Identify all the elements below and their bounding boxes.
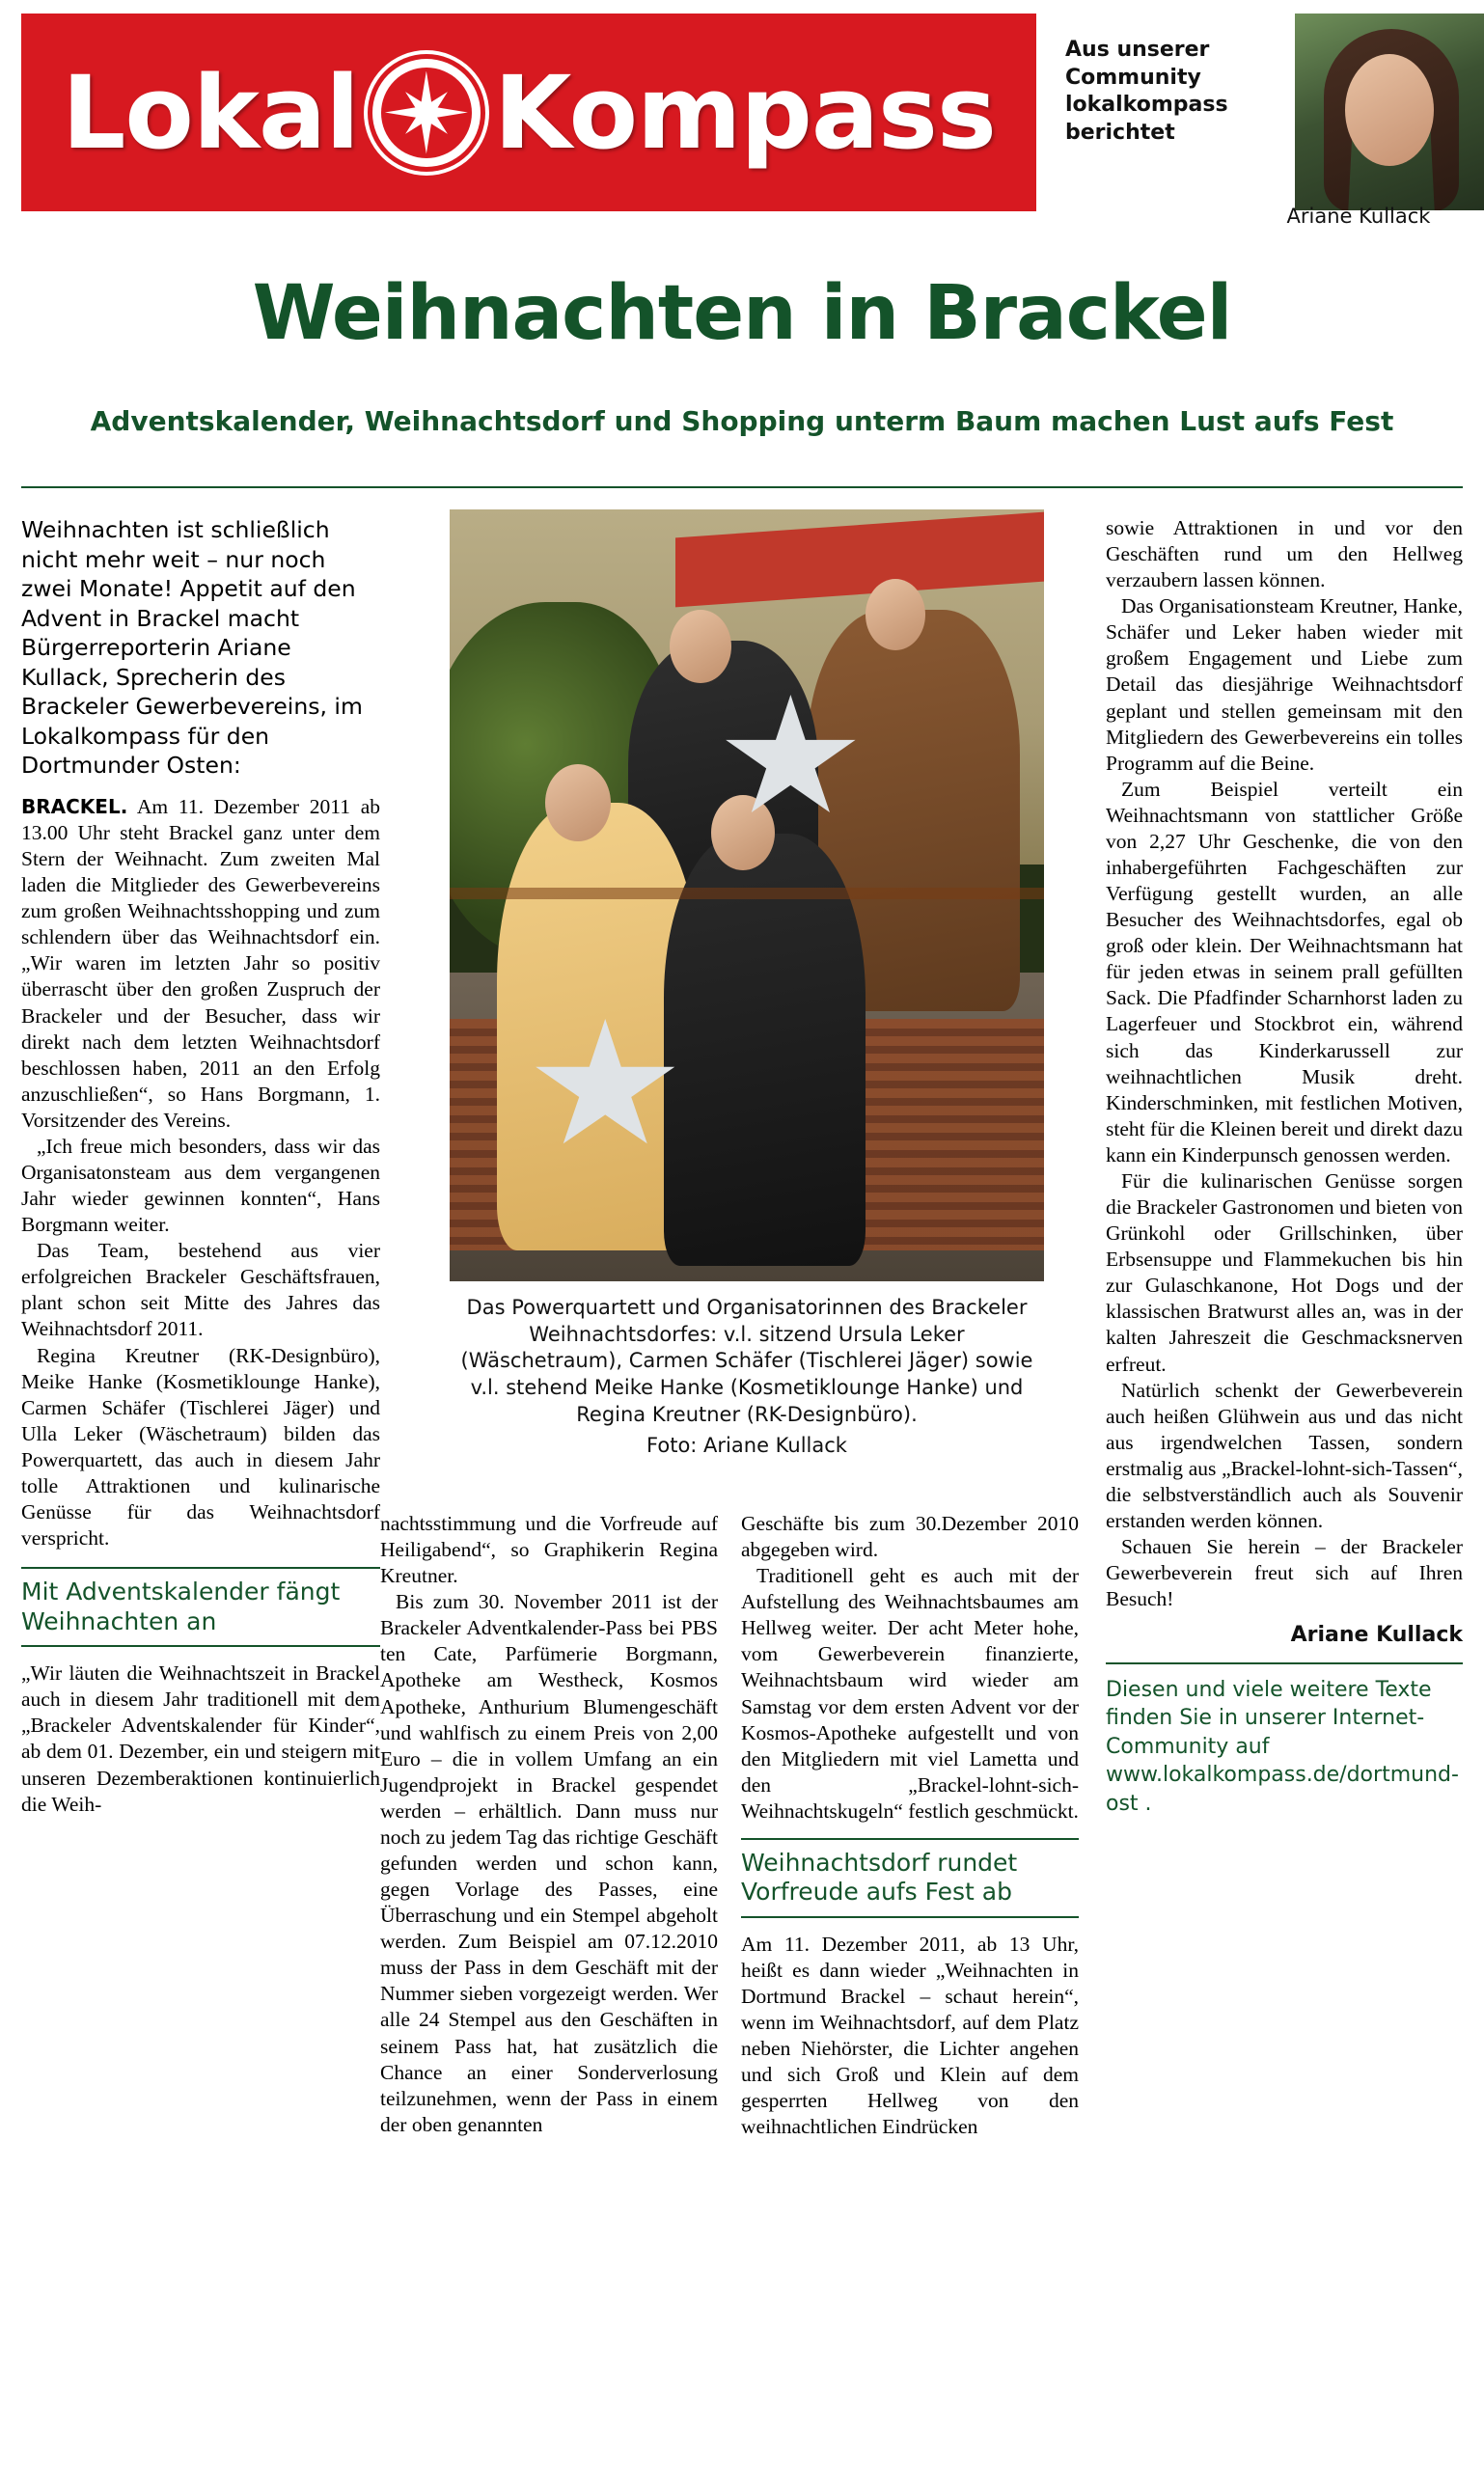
paragraph: Am 11. Dezember 2011, ab 13 Uhr, heißt es dann wieder „Weihnachten in Dortmund Brackel – schaut herein“, wenn im Weihnachtsdorf, auf dem Platz neben Niehörster, die Lichter angehen und sich Groß und Klein auf dem gesperrten Hellweg von den weihnachtlichen Eindrücken	[741, 1932, 1079, 2139]
article-column-3	[741, 1511, 1079, 2141]
header-divider	[21, 486, 1463, 488]
page-title: Weihnachten in Brackel	[252, 270, 1232, 357]
article-lead: Weihnachten ist schließlich nicht mehr weit – nur noch zwei Monate! Appetit auf den Advent in Brackel macht Bürgerreporterin Ariane Kullack, Sprecherin des Brackeler Gewerbevereins, im Lokalkompass für den Dortmunder Osten:	[21, 516, 363, 780]
paragraph: Für die kulinarischen Genüsse sorgen die Brackeler Gastronomen und bieten von Grünkohl oder Grillschinken, über Erbsensuppe und Flammekuchen bis hin zur Gulaschkanone, Hot Dogs und der klassischen Bratwurst alles an, was in der kalten Jahreszeit die Geschmacksnerven erfreut.	[1106, 1168, 1463, 1376]
photo-caption	[450, 1295, 1044, 1459]
author-photo-caption: Ariane Kullack	[1286, 205, 1431, 228]
article-photo	[450, 509, 1044, 1281]
section-subhead-adventskalender: Mit Adventskalender fängt Weihnachten an	[21, 1567, 380, 1647]
paragraph: Schauen Sie herein – der Brackeler Gewerbeverein freut sich auf Ihren Besuch!	[1106, 1535, 1463, 1611]
paragraph: Zum Beispiel verteilt ein Weihnachtsmann von stattlicher Größe von 2,27 Uhr Geschenke, die von den inhabergeführten Fachgeschäften zur Verfügung gestellt wurden, an alle Besucher des Weihnachtsdorfes, egal ob groß oder klein. Der Weihnachtsmann hat für jeden etwas in seinem prall gefüllten Sack. Die Pfadfinder Scharnhorst laden zu Lagerfeuer und Stockbrot ein, während sich das Kinderkarussell zur weihnachtlichen Musik dreht. Kinderschminken, mit festlichen Motiven, steht für die Kleinen bereit und direkt dazu kann ein Kinderpunsch genossen werden.	[1106, 777, 1463, 1166]
paragraph: Das Team, bestehend aus vier erfolgreichen Brackeler Geschäftsfrauen, plant schon seit Mitte des Jahres das Weihnachtsdorf 2011.	[21, 1239, 380, 1341]
paragraph: Bis zum 30. November 2011 ist der Brackeler Adventkalender-Pass bei PBS ten Cate, Parfümerie Borgmann, Apotheke am Westheck, Kosmos Apotheke, Anthurium Blumengeschäft und wahlfisch zu einem Preis von 2,00 Euro – die in vollem Umfang an ein Jugendprojekt in Brackel gespendet werden – erhältlich. Dann muss nur noch zu jedem Tag das richtige Geschäft gefunden werden und schon kann, gegen Vorlage des Passes, eine Überraschung und ein Stempel abgeholt werden. Zum Beispiel am 07.12.2010 muss der Pass in dem Geschäft mit der Nummer sieben vorgezeigt werden. Wer alle 24 Stempel aus den Geschäften in seinem Pass hat, hat zusätzlich die Chance an einer Sonderverlosung teilzunehmen, wenn der Pass in einem der oben genannten	[380, 1590, 718, 2136]
compass-rose-icon	[372, 59, 481, 167]
paragraph: Regina Kreutner (RK-Designbüro), Meike Hanke (Kosmetiklounge Hanke), Carmen Schäfer (Tischlerei Jäger) und Ulla Leker (Wäschetraum) bilden das Powerquartett, das auch in diesem Jahr tolle Attraktionen und kulinarische Genüsse für das Weihnachtsdorf verspricht.	[21, 1343, 380, 1551]
paragraph	[21, 794, 380, 1134]
logo-word-left: Lokal	[62, 53, 359, 172]
author-portrait-photo	[1295, 14, 1484, 210]
paragraph: nachtsstimmung und die Vorfreude auf Heiligabend“, so Graphikerin Regina Kreutner.	[380, 1512, 718, 1588]
paragraph: Das Organisationsteam Kreutner, Hanke, Schäfer und Leker haben wieder mit großem Engagement und Liebe zum Detail das diesjährige Weihnachtsdorf geplant und stellen gemeinsam mit den Mitgliedern des Gewerbevereins ein tolles Programm auf die Beine.	[1106, 594, 1463, 775]
dateline: BRACKEL.	[21, 794, 128, 818]
masthead	[21, 14, 1463, 235]
article-column-1	[21, 515, 380, 1818]
community-promo[interactable]: Diesen und viele weitere Texte finden Sie in unserer Internet-Community auf www.lokalkompass.de/dortmund-ost .	[1106, 1662, 1463, 1818]
section-subhead-weihnachtsdorf: Weihnachtsdorf rundet Vorfreude aufs Fest ab	[741, 1838, 1079, 1918]
paragraph-text: Am 11. Dezember 2011 ab 13.00 Uhr steht Brackel ganz unter dem Stern der Weihnacht. Zum zweiten Mal laden die Mitglieder des Gewerbevereins zum großen Weihnachtsshopping und zum schlendern über das Weihnachtsdorf ein. „Wir waren im letzten Jahr so positiv überrascht über den großen Zuspruch der Brackeler und der Besucher, dass wir direkt nach dem letzten Weihnachtsdorf beschlossen haben, 2011 an den Erfolg anzuschließen“, so Hans Borgmann, 1. Vorsitzender des Vereins.	[21, 794, 380, 1132]
paragraph: „Wir läuten die Weihnachtszeit in Brackel auch in diesem Jahr traditionell mit dem „Brackeler Adventskalender für Kinder“, ab dem 01. Dezember, ein und steigern mit unseren Dezemberaktionen kontinuierlich die Weih-	[21, 1661, 380, 1816]
paragraph: Natürlich schenkt der Gewerbeverein auch heißen Glühwein aus und das nicht aus irgendwelchen Tassen, sondern erstmalig aus „Brackel-lohnt-sich-Tassen“, die selbstverständlich auch als Souvenir erstanden werden können.	[1106, 1378, 1463, 1532]
paragraph: Geschäfte bis zum 30.Dezember 2010 abgegeben wird.	[741, 1512, 1079, 1562]
photo-caption-text: Das Powerquartett und Organisatorinnen des Brackeler Weihnachtsdorfes: v.l. sitzend Ursula Leker (Wäschetraum), Carmen Schäfer (Tischlerei Jäger) sowie v.l. stehend Meike Hanke (Kosmetiklounge Hanke) und Regina Kreutner (RK-Designbüro).	[460, 1296, 1033, 1426]
article-column-2	[380, 1511, 718, 2138]
article-column-4	[1106, 515, 1463, 1818]
logo-word-right: Kompass	[493, 53, 996, 172]
photo-credit: Foto: Ariane Kullack	[646, 1433, 847, 1457]
paragraph: Traditionell geht es auch mit der Aufstellung des Weihnachtsbaumes am Hellweg weiter. Der acht Meter hohe, vom Gewerbeverein finanzierte, Weihnachtsbaum wird wieder am Samstag vor dem ersten Advent vor der Kosmos-Apotheke aufgestellt und von den Mitgliedern mit viel Lametta und den „Brackel-lohnt-sich-Weihnachtskugeln“ festlich geschmückt.	[741, 1564, 1079, 1823]
paragraph: sowie Attraktionen in und vor den Geschäften rund um den Hellweg verzaubern lassen können.	[1106, 516, 1463, 592]
logo-wordmark	[62, 53, 996, 172]
lokalkompass-logo[interactable]	[21, 14, 1036, 211]
community-note: Aus unserer Community lokalkompass berichtet	[1065, 38, 1228, 145]
article-byline: Ariane Kullack	[1290, 1623, 1463, 1648]
page-subtitle: Adventskalender, Weihnachtsdorf und Shopping unterm Baum machen Lust aufs Fest	[90, 405, 1394, 437]
paragraph: „Ich freue mich besonders, dass wir das Organisatonsteam aus dem vergangenen Jahr wieder gewinnen konnten“, Hans Borgmann weiter.	[21, 1134, 380, 1237]
